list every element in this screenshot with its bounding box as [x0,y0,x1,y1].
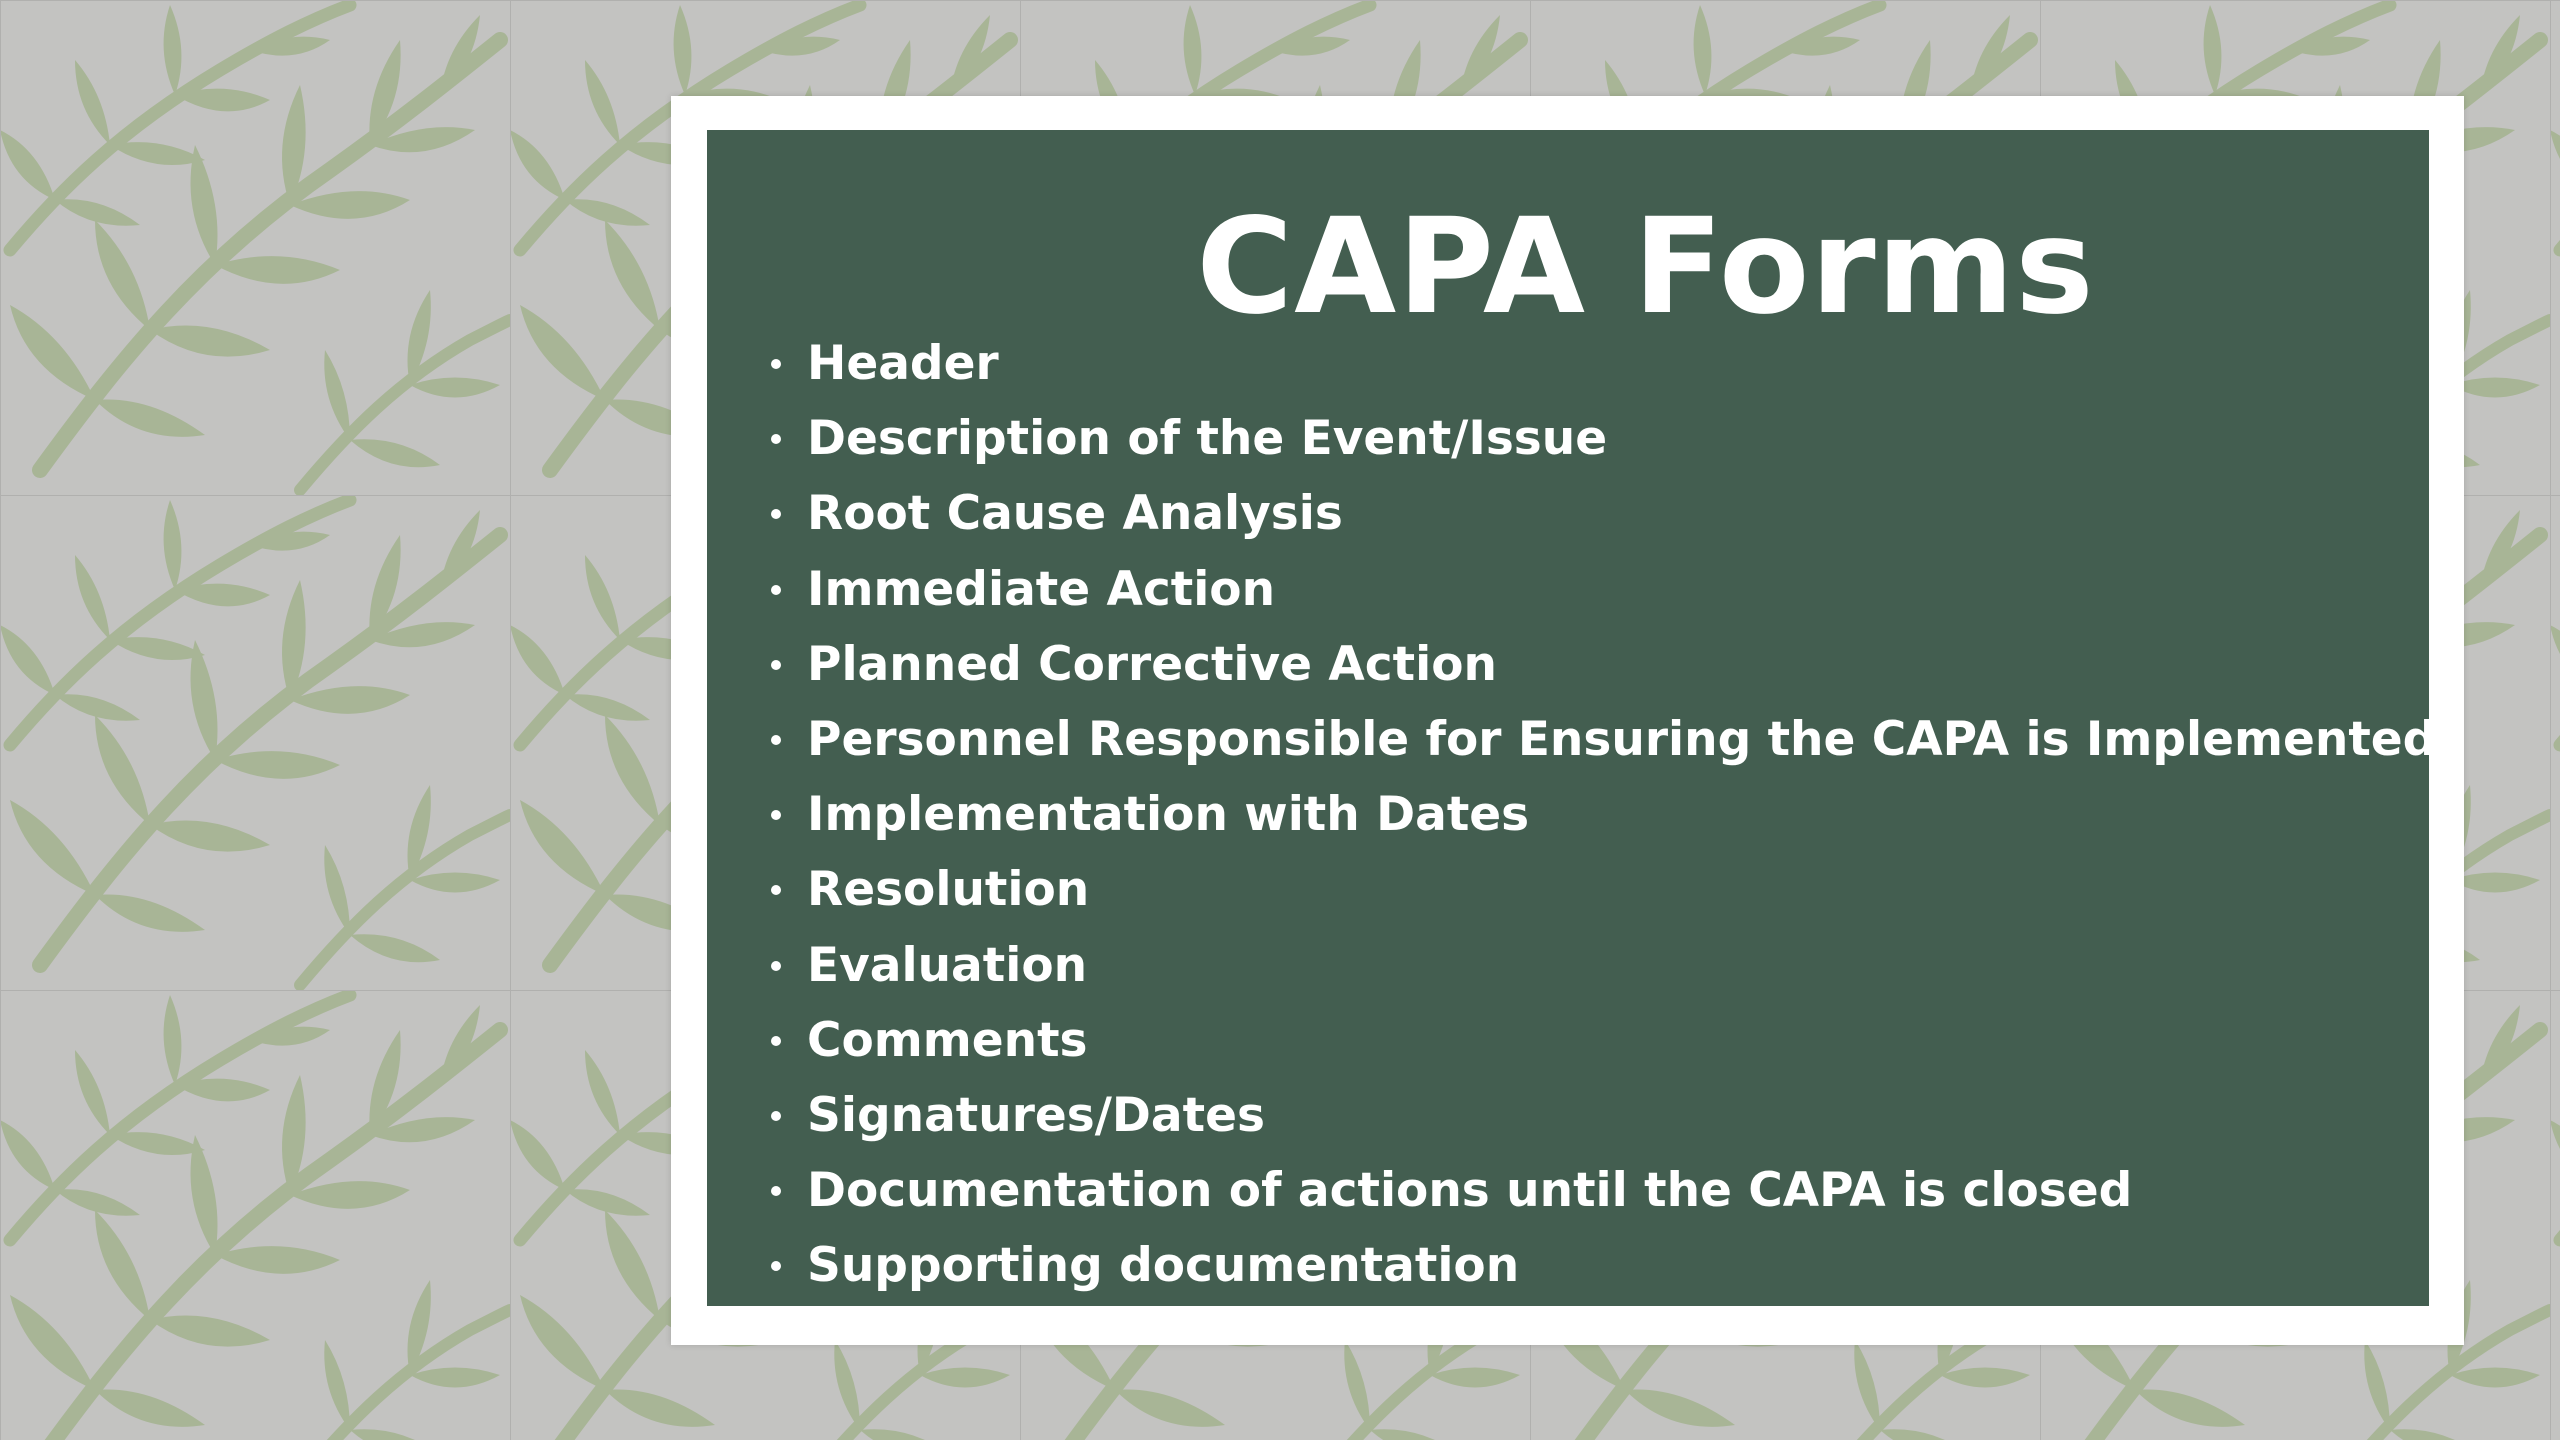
list-item [765,1228,2436,1303]
bullet-text: Personnel Responsible for Ensuring the CAPA is Implemented [807,711,2437,767]
bullet-dot-icon [771,885,781,895]
list-item [765,476,2436,551]
bullet-dot-icon [771,660,781,670]
bullet-text: Header [807,336,999,391]
bullet-dot-icon [771,359,781,369]
bullet-text: Signatures/Dates [807,1087,1265,1143]
bullet-text: Documentation of actions until the CAPA is closed [807,1163,2133,1219]
bullet-dot-icon [771,961,781,971]
content-panel [707,130,2437,1306]
bullet-list [765,326,2436,1303]
bullet-dot-icon [771,1186,781,1196]
list-item [765,702,2436,777]
list-item [765,852,2436,927]
list-item [765,552,2436,627]
bullet-dot-icon [771,434,781,444]
bullet-text: Evaluation [807,937,1088,993]
bullet-dot-icon [771,1036,781,1046]
list-item [765,1153,2436,1228]
bullet-dot-icon [771,585,781,595]
slide-frame [671,96,2464,1345]
bullet-text: Supporting documentation [807,1238,1520,1294]
list-item [765,326,2436,401]
bullet-text: Resolution [807,862,1090,918]
bullet-dot-icon [771,509,781,519]
bullet-dot-icon [771,810,781,820]
bullet-text: Comments [807,1012,1088,1068]
bullet-dot-icon [771,1261,781,1271]
list-item [765,1003,2436,1078]
bullet-text: Root Cause Analysis [807,486,1343,542]
bullet-text: Implementation with Dates [807,787,1530,843]
bullet-dot-icon [771,735,781,745]
slide-title: CAPA Forms [1196,190,2095,344]
bullet-text: Planned Corrective Action [807,636,1497,692]
bullet-dot-icon [771,1111,781,1121]
list-item [765,928,2436,1003]
list-item [765,777,2436,852]
list-item [765,627,2436,702]
bullet-text: Description of the Event/Issue [807,411,1608,467]
list-item [765,1078,2436,1153]
list-item [765,401,2436,476]
bullet-text: Immediate Action [807,561,1276,617]
